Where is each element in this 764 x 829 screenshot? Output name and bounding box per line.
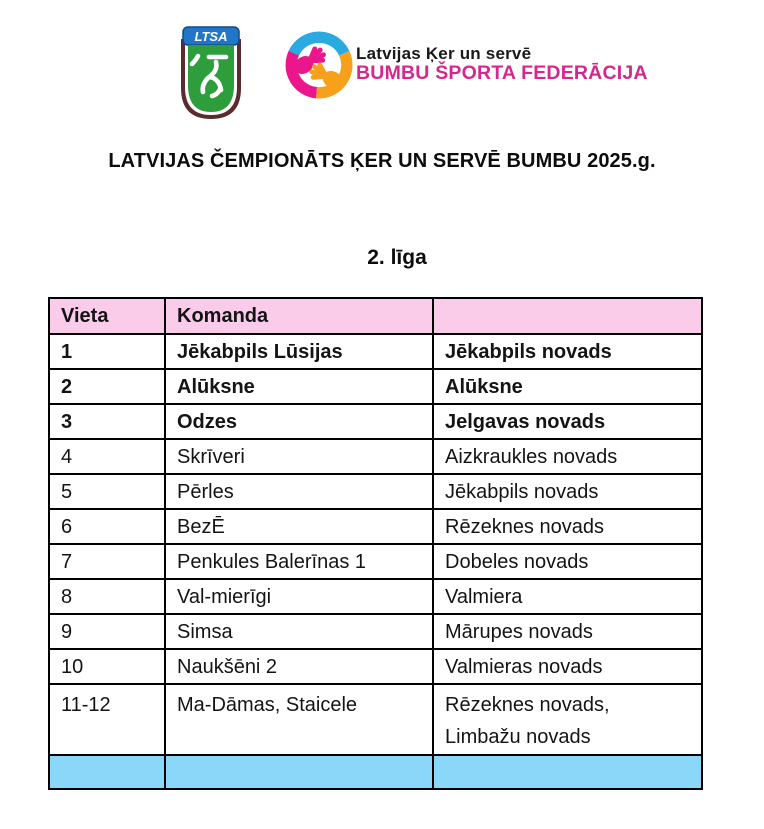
table-row — [49, 579, 702, 614]
team-cell: Ma-Dāmas, Staicele — [165, 684, 433, 755]
region-cell: Rēzeknes novads — [433, 509, 702, 544]
ltsa-shield-icon — [176, 26, 246, 123]
federation-name — [356, 44, 648, 85]
table-row — [49, 684, 702, 755]
table-row — [49, 649, 702, 684]
standings-table — [48, 297, 703, 790]
team-cell: Val-mierīgi — [165, 579, 433, 614]
region-line-2: Limbažu novads — [445, 726, 591, 748]
team-cell: Naukšēni 2 — [165, 649, 433, 684]
region-cell: Valmieras novads — [433, 649, 702, 684]
league-subtitle: 2. līga — [367, 246, 427, 269]
region-cell: Valmiera — [433, 579, 702, 614]
table-header-row — [49, 298, 702, 334]
table-row — [49, 509, 702, 544]
region-cell — [433, 684, 702, 755]
team-cell: BezĒ — [165, 509, 433, 544]
table-row — [49, 544, 702, 579]
place-cell: 5 — [49, 474, 165, 509]
col-header-novads — [433, 298, 702, 334]
ltsa-logo-text: LTSA — [194, 29, 228, 44]
region-cell: Dobeles novads — [433, 544, 702, 579]
region-cell: Jēkabpils novads — [433, 334, 702, 369]
col-header-komanda: Komanda — [165, 298, 433, 334]
table-footer-row — [49, 755, 702, 789]
place-cell: 1 — [49, 334, 165, 369]
region-cell: Alūksne — [433, 369, 702, 404]
region-cell — [433, 755, 702, 789]
team-cell: Penkules Balerīnas 1 — [165, 544, 433, 579]
ltsa-logo — [176, 26, 246, 123]
federation-name-line1: Latvijas Ķer un servē — [356, 44, 532, 63]
region-line-1: Rēzeknes novads, — [445, 694, 610, 716]
team-cell: Odzes — [165, 404, 433, 439]
table-row — [49, 474, 702, 509]
place-cell: 4 — [49, 439, 165, 474]
region-cell: Mārupes novads — [433, 614, 702, 649]
place-cell: 2 — [49, 369, 165, 404]
federation-name-line2: BUMBU ŠPORTA FEDERĀCIJA — [356, 62, 648, 85]
page-title: LATVIJAS ČEMPIONĀTS ĶER UN SERVĒ BUMBU 2025.g. — [108, 150, 656, 172]
place-cell: 10 — [49, 649, 165, 684]
col-header-vieta: Vieta — [49, 298, 165, 334]
region-cell: Jelgavas novads — [433, 404, 702, 439]
region-cell: Aizkraukles novads — [433, 439, 702, 474]
place-cell: 11-12 — [49, 684, 165, 755]
place-cell: 7 — [49, 544, 165, 579]
federation-logo — [284, 30, 354, 100]
hands-circle-icon — [284, 30, 354, 100]
place-cell: 8 — [49, 579, 165, 614]
team-cell: Alūksne — [165, 369, 433, 404]
table-row — [49, 334, 702, 369]
team-cell: Simsa — [165, 614, 433, 649]
team-cell: Pērles — [165, 474, 433, 509]
region-cell: Jēkabpils novads — [433, 474, 702, 509]
team-cell: Skrīveri — [165, 439, 433, 474]
table-row — [49, 404, 702, 439]
place-cell: 3 — [49, 404, 165, 439]
table-row — [49, 439, 702, 474]
team-cell — [165, 755, 433, 789]
team-cell: Jēkabpils Lūsijas — [165, 334, 433, 369]
table-row — [49, 369, 702, 404]
place-cell: 9 — [49, 614, 165, 649]
table-row — [49, 614, 702, 649]
place-cell: 6 — [49, 509, 165, 544]
place-cell — [49, 755, 165, 789]
